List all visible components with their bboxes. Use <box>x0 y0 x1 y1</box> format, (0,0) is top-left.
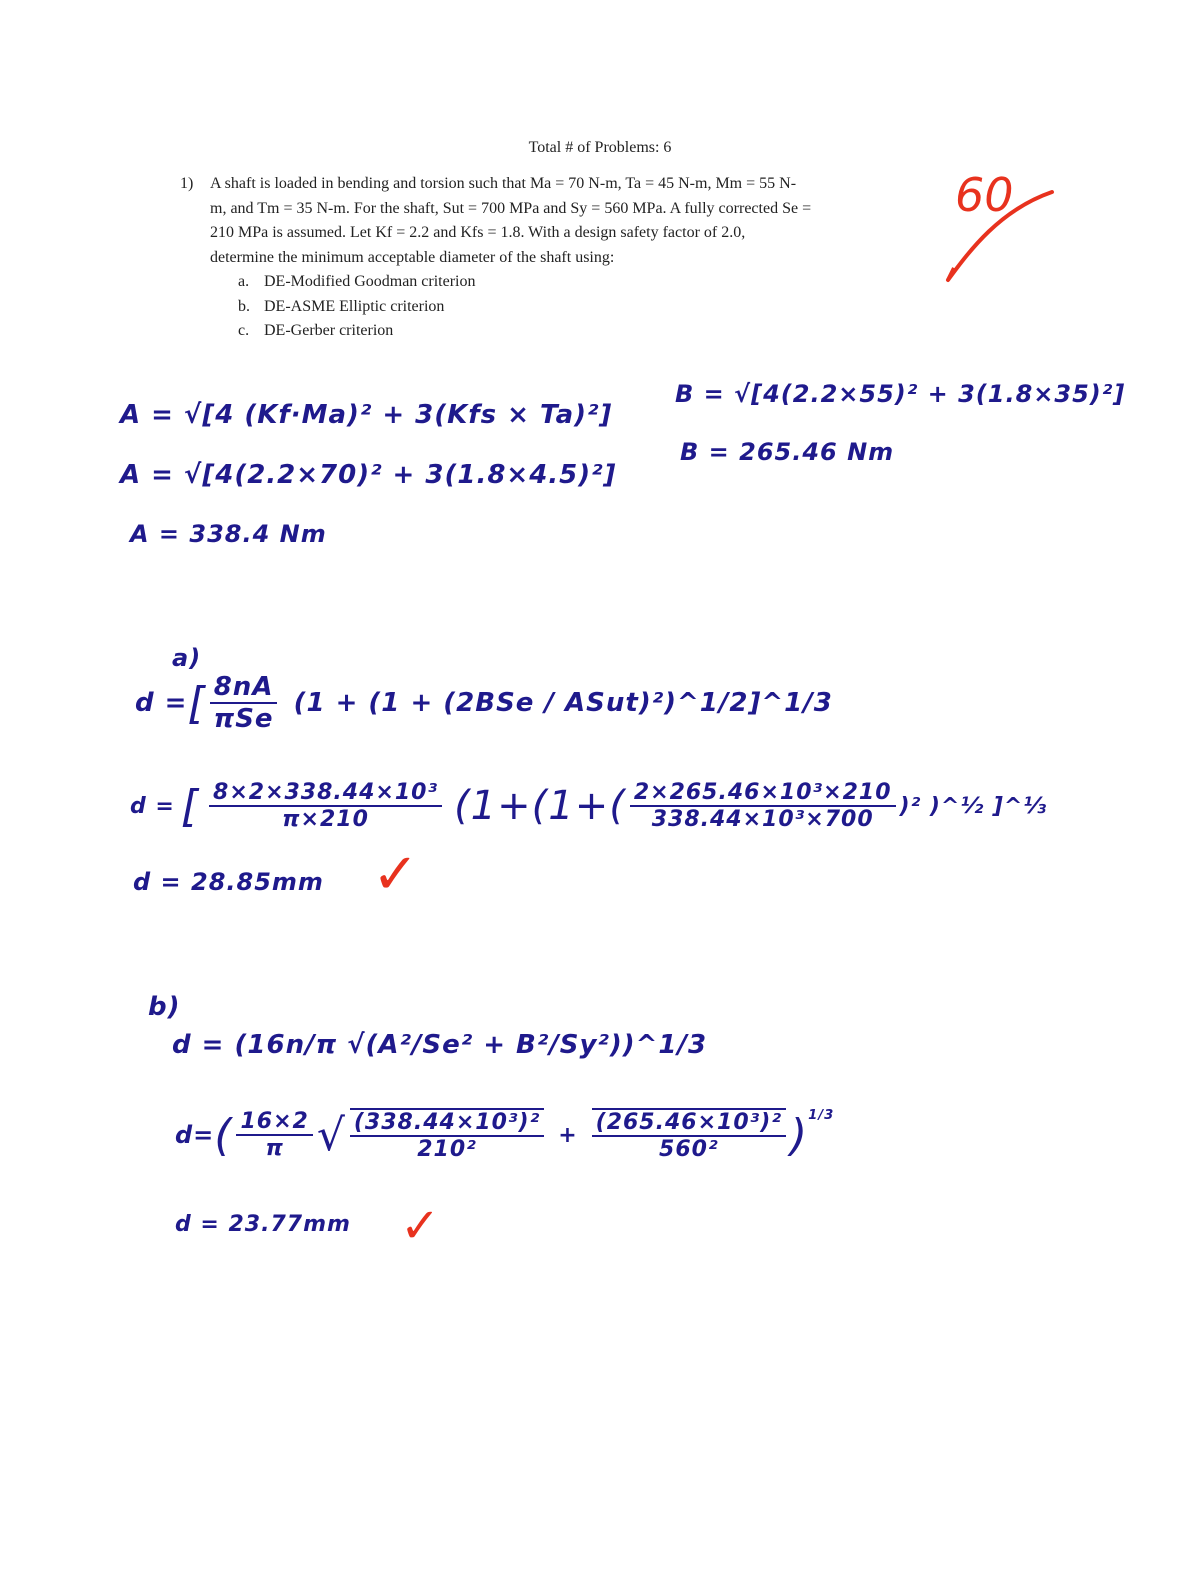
fraction-numerator: (338.44×10³)² <box>350 1110 544 1137</box>
criterion-item <box>238 319 890 344</box>
problem-statement <box>180 172 890 344</box>
A-result: A = 338.4 Nm <box>130 520 327 548</box>
fraction-denominator: π×210 <box>282 807 369 832</box>
problem-number: 1) <box>180 175 194 192</box>
fraction-numerator: 8×2×338.44×10³ <box>209 780 442 807</box>
statement-line-2: m, and Tm = 35 N-m. For the shaft, Sut = 700 MPa and Sy = 560 MPa. A fully corrected Se = <box>210 199 812 217</box>
part-a-substituted: d = [ $\frac{\text{8×2×338.44×10³}}{\pi\times 210}$ (1+(1+( $\frac{\text{2×265.46×10³×210}}{\text{338.44×10³×700}}$ )² )^½ ]^⅓ <box>130 780 1048 832</box>
fraction-denominator: π <box>265 1136 284 1161</box>
criterion-text: DE-Modified Goodman criterion <box>264 273 476 290</box>
part-b-substituted: d= ( $\frac{16\times 2}{\pi}$ √ $\frac{\text{(338.44×10³)²}}{\text{210²}}$ + $\frac{\text{(265.46×10³)²}}{\text{560²}}$ ) $^{1/3}$ <box>175 1108 835 1162</box>
part-a-formula: d = [ $\frac{8nA}{\text{πSe}}$ (1 + (1 + (2BSe / ASut)²)^1/2]^1/3 <box>135 672 833 734</box>
part-a-sub-rest: )² )^½ ]^⅓ <box>899 793 1048 819</box>
statement-line-3: 210 MPa is assumed. Let Kf = 2.2 and Kfs = 1.8. With a design safety factor of 2.0, <box>210 224 746 241</box>
criterion-letter: b. <box>238 297 250 315</box>
grade-score: 60 <box>955 168 1014 222</box>
criterion-text: DE-Gerber criterion <box>264 322 394 339</box>
part-b-exponent: 1/3 <box>808 1108 835 1123</box>
B-formula: B = √[4(2.2×55)² + 3(1.8×35)²] <box>675 380 1126 408</box>
part-a-sub-fraction <box>209 780 442 832</box>
part-a-check-icon: ✓ <box>372 842 420 907</box>
part-a-label: a) <box>172 644 202 672</box>
A-substituted: A = √[4(2.2×70)² + 3(1.8×4.5)²] <box>120 460 617 490</box>
criterion-letter: c. <box>238 322 250 339</box>
statement-line-1: A shaft is loaded in bending and torsion such that Ma = 70 N-m, Ta = 45 N-m, Mm = 55 N- <box>210 175 797 192</box>
part-a-formula-rest: (1 + (1 + (2BSe / ASut)²)^1/2]^1/3 <box>293 688 833 718</box>
part-b-term2 <box>592 1108 786 1162</box>
part-a-sub-lhs: d = <box>130 793 175 819</box>
part-b-check-icon: ✓ <box>400 1198 442 1254</box>
part-b-formula: d = (16n/π √(A²/Se² + B²/Sy²))^1/3 <box>172 1030 708 1060</box>
part-b-result: d = 23.77mm <box>175 1212 351 1237</box>
A-formula: A = √[4 (Kf·Ma)² + 3(Kfs × Ta)²] <box>120 400 613 430</box>
page-header: Total # of Problems: 6 <box>528 139 672 156</box>
fraction-numerator: 16×2 <box>236 1109 312 1136</box>
criterion-item <box>238 270 890 295</box>
fraction-numerator: 8nA <box>210 672 278 704</box>
criterion-item <box>238 295 890 320</box>
fraction-numerator: 2×265.46×10³×210 <box>630 780 896 807</box>
statement-line-4: determine the minimum acceptable diameter of the shaft using: <box>210 248 615 266</box>
part-b-label: b) <box>148 992 181 1022</box>
fraction-denominator: πSe <box>213 704 274 734</box>
fraction-denominator: 338.44×10³×700 <box>651 807 874 832</box>
part-a-result: d = 28.85mm <box>133 868 324 896</box>
criterion-letter: a. <box>238 273 250 290</box>
part-b-sub-fraction <box>236 1109 312 1161</box>
B-result: B = 265.46 Nm <box>680 438 895 466</box>
fraction-denominator: 210² <box>417 1137 477 1162</box>
criterion-text: DE-ASME Elliptic criterion <box>264 297 445 315</box>
part-a-inner-fraction <box>630 780 896 832</box>
part-a-fraction <box>210 672 278 734</box>
fraction-denominator: 560² <box>659 1137 719 1162</box>
grade-check-icon <box>940 180 1070 290</box>
fraction-numerator: (265.46×10³)² <box>592 1110 786 1137</box>
part-a-lhs: d = <box>135 688 188 718</box>
criteria-list <box>238 270 890 344</box>
part-b-term1 <box>350 1108 544 1162</box>
